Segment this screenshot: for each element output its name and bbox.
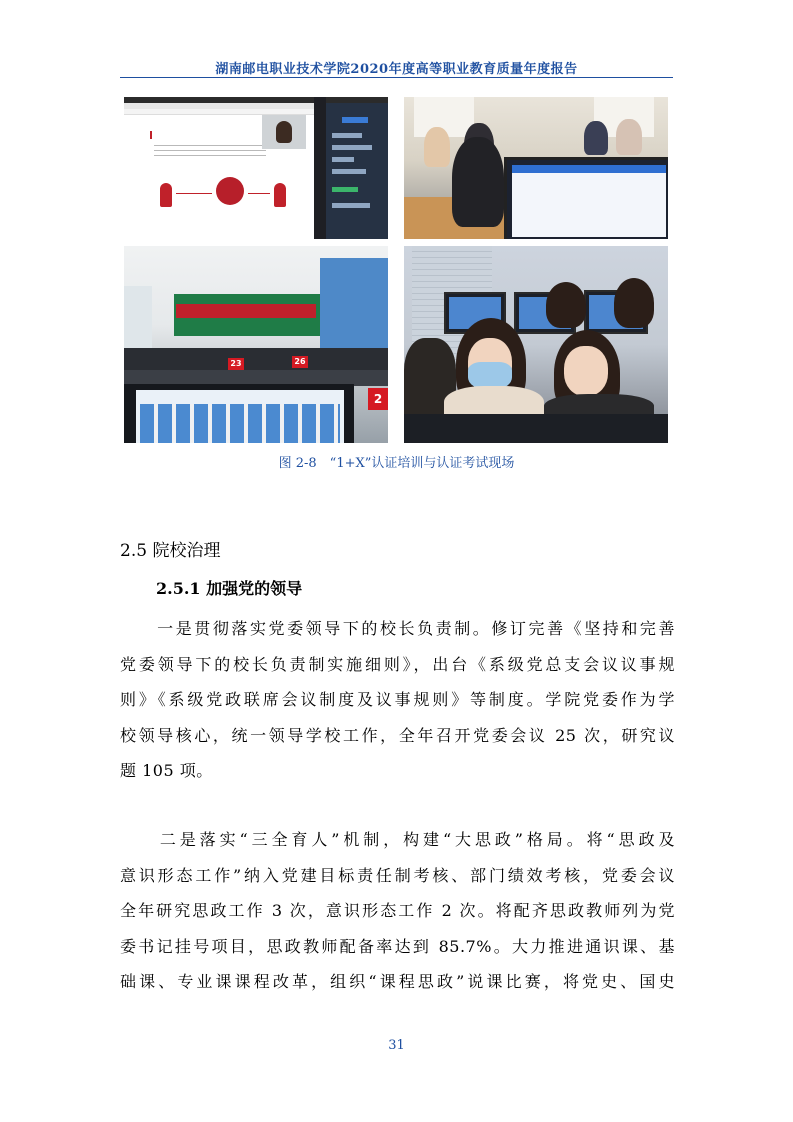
logo-circle-icon: [216, 177, 244, 205]
chat-line: [332, 133, 362, 138]
student-hair: [614, 278, 654, 328]
photo-students-exam: [404, 246, 668, 443]
photo-online-course: [124, 97, 388, 239]
student-face: [564, 346, 608, 396]
paragraph-line: 题 105 项。: [120, 761, 213, 780]
paragraph: [120, 611, 675, 789]
running-header: 湖南邮电职业技术学院2020年度高等职业教育质量年度报告: [215, 62, 578, 77]
arrow-icon: [248, 193, 270, 194]
photo-exam-room: [124, 246, 388, 443]
header-rule: [120, 77, 673, 78]
exam-ui-tiles: [140, 404, 340, 443]
screen-header: [512, 165, 666, 173]
seat-number-tag: 23: [228, 358, 244, 370]
foreground-monitor: [124, 384, 354, 443]
chat-line: [332, 203, 370, 208]
paragraph-line: 一是贯彻落实党委领导下的校长负责制。修订完善《坚持和完善: [120, 619, 675, 638]
chat-line: [332, 187, 358, 192]
panel-button: [342, 117, 368, 123]
student-hair: [546, 282, 586, 328]
paragraph: [120, 822, 675, 1000]
seat-number-tag: 2: [368, 388, 388, 410]
slide-text-lines: [154, 143, 266, 159]
chat-panel: [326, 103, 388, 239]
paragraph-line: 校领导核心，统一领导学校工作，全年召开党委会议 25 次，研究议: [120, 725, 675, 745]
paragraph-line: 则》《系级党政联席会议制度及议事规则》等制度。学院党委作为学: [120, 690, 675, 709]
paragraph-line: 二是落实“三全育人”机制，构建“大思政”格局。将“思政及: [120, 830, 675, 849]
student: [584, 121, 608, 155]
chat-line: [332, 157, 354, 162]
paragraph-line: 委书记挂号项目，思政教师配备率达到 85.7%。大力推进通识课、基: [120, 936, 675, 956]
chat-line: [332, 145, 372, 150]
foreground-monitors: [404, 414, 668, 443]
person-icon: [274, 183, 286, 207]
paragraph-line: 础课、专业课课程改革，组织“课程思政”说课比赛，将党史、国史: [120, 972, 675, 991]
monitor-screen: [136, 390, 344, 443]
person-icon: [160, 183, 172, 207]
figure-caption: 图 2-8 “1+X”认证培训与认证考试现场: [278, 456, 515, 471]
webcam-window: [262, 115, 306, 149]
subsection-heading: 2.5.1 加强党的领导: [156, 579, 303, 598]
paragraph-line: 全年研究思政工作 3 次，意识形态工作 2 次。将配齐思政教师列为党: [120, 901, 675, 920]
student: [452, 137, 504, 227]
seat-number-tag: 26: [292, 356, 308, 368]
paragraph-line: 党委领导下的校长负责制实施细则》，出台《系级党总支会议议事规: [120, 654, 675, 674]
section-heading: 2.5 院校治理: [120, 541, 221, 561]
student: [424, 127, 450, 167]
monitor: [504, 157, 668, 239]
chat-line: [332, 169, 366, 174]
monitor-row: [124, 348, 388, 370]
window: [124, 286, 152, 356]
arrow-icon: [176, 193, 212, 194]
photo-computer-lab: [404, 97, 668, 239]
exam-banner: [176, 304, 316, 318]
student: [616, 119, 642, 155]
page-number: 31: [388, 1038, 405, 1053]
app-sidebar: [314, 97, 326, 239]
monitor-screen: [512, 165, 666, 237]
paragraph-line: 意识形态工作”纳入党建目标责任制考核、部门绩效考核，党委会议: [120, 865, 675, 885]
instructor-avatar: [276, 121, 292, 143]
slide-accent-bar: [150, 131, 152, 139]
